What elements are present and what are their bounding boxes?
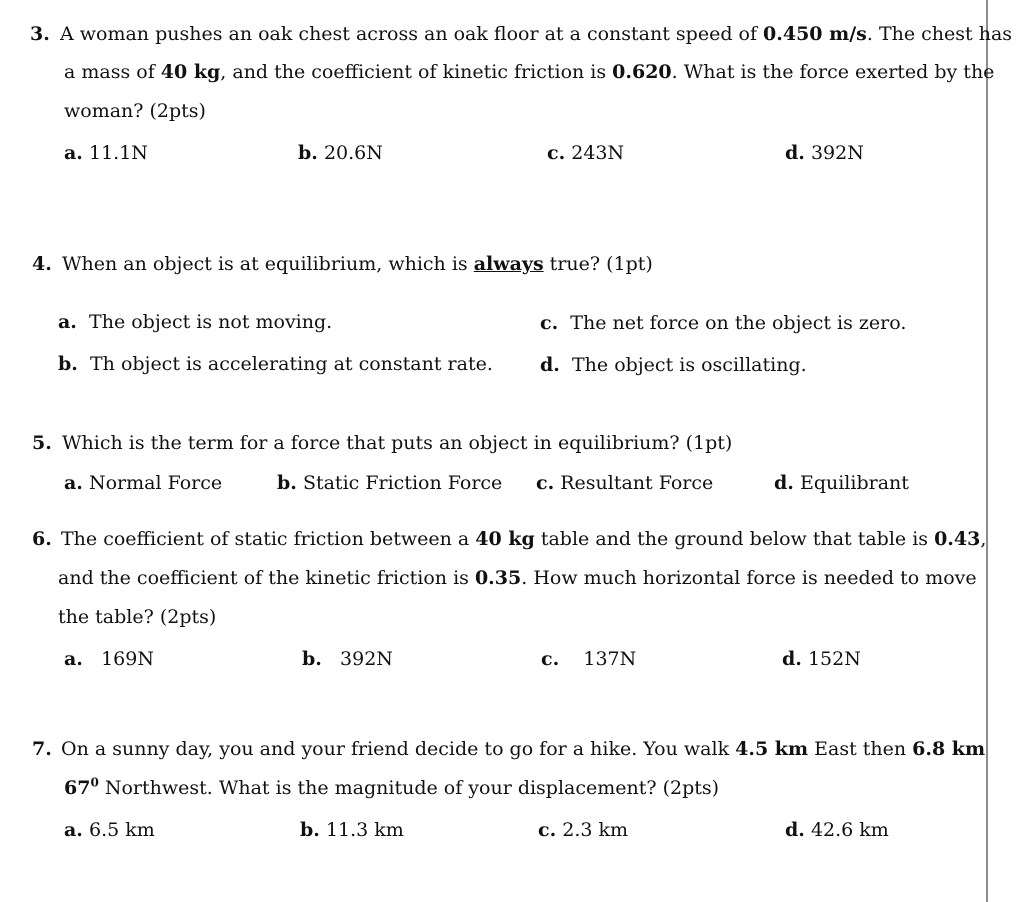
answer-choice-a[interactable]: a. The object is not moving. — [58, 311, 333, 333]
answer-choice-c[interactable]: c. 137N — [541, 648, 637, 670]
answer-choice-b[interactable]: b. Th object is accelerating at constant rate. — [58, 353, 493, 375]
question-number: 5. — [32, 432, 52, 454]
question-number: 6. — [32, 528, 52, 550]
answer-choice-a[interactable]: a. 11.1N — [64, 142, 148, 164]
answer-choice-b[interactable]: b. 11.3 km — [300, 819, 404, 841]
question-text-line: Which is the term for a force that puts an object in equilibrium? (1pt) — [62, 432, 733, 454]
degree-superscript: 0 — [90, 775, 99, 790]
answer-choice-a[interactable]: a. 169N — [64, 648, 154, 670]
page-right-border — [986, 0, 988, 902]
answer-choice-b[interactable]: b. 20.6N — [298, 142, 383, 164]
question-number: 7. — [32, 738, 52, 760]
answer-choice-c[interactable]: c. Resultant Force — [536, 472, 714, 494]
question-text-line: the table? (2pts) — [58, 606, 217, 628]
answer-choice-c[interactable]: c. 243N — [547, 142, 625, 164]
answer-choice-b[interactable]: b. Static Friction Force — [277, 472, 503, 494]
answer-choice-d[interactable]: d. 42.6 km — [785, 819, 889, 841]
answer-choice-d[interactable]: d. 392N — [785, 142, 864, 164]
answer-choice-a[interactable]: a. Normal Force — [64, 472, 223, 494]
answer-choice-d[interactable]: d. 152N — [782, 648, 861, 670]
answer-choice-a[interactable]: a. 6.5 km — [64, 819, 155, 841]
question-text-line: a mass of 40 kg, and the coefficient of kinetic friction is 0.620. What is the force exerted by the — [64, 61, 995, 83]
question-text-line: woman? (2pts) — [64, 100, 206, 122]
answer-choice-d[interactable]: d. Equilibrant — [774, 472, 909, 494]
question-text-line: $67^0$ Northwest. What is the magnitude of your displacement? (2pts) — [64, 775, 720, 799]
answer-choice-d[interactable]: d. The object is oscillating. — [540, 354, 807, 376]
question-text-line: On a sunny day, you and your friend decide to go for a hike. You walk 4.5 km East then 6.8 km — [61, 738, 986, 760]
question-text-line: A woman pushes an oak chest across an oak floor at a constant speed of 0.450 m/s. The chest has — [60, 23, 1013, 45]
question-text-line: and the coefficient of the kinetic friction is 0.35. How much horizontal force is needed to move — [58, 567, 977, 589]
answer-choice-c[interactable]: c. The net force on the object is zero. — [540, 312, 907, 334]
answer-choice-c[interactable]: c. 2.3 km — [538, 819, 629, 841]
question-number: 4. — [32, 253, 52, 275]
question-number: 3. — [30, 23, 50, 45]
answer-choice-b[interactable]: b. 392N — [302, 648, 393, 670]
question-text-line: The coefficient of static friction between a 40 kg table and the ground below that table is 0.43, — [61, 528, 987, 550]
emphasis-always: always — [473, 253, 544, 275]
question-text-line: When an object is at equilibrium, which is always true? (1pt) — [62, 253, 653, 275]
